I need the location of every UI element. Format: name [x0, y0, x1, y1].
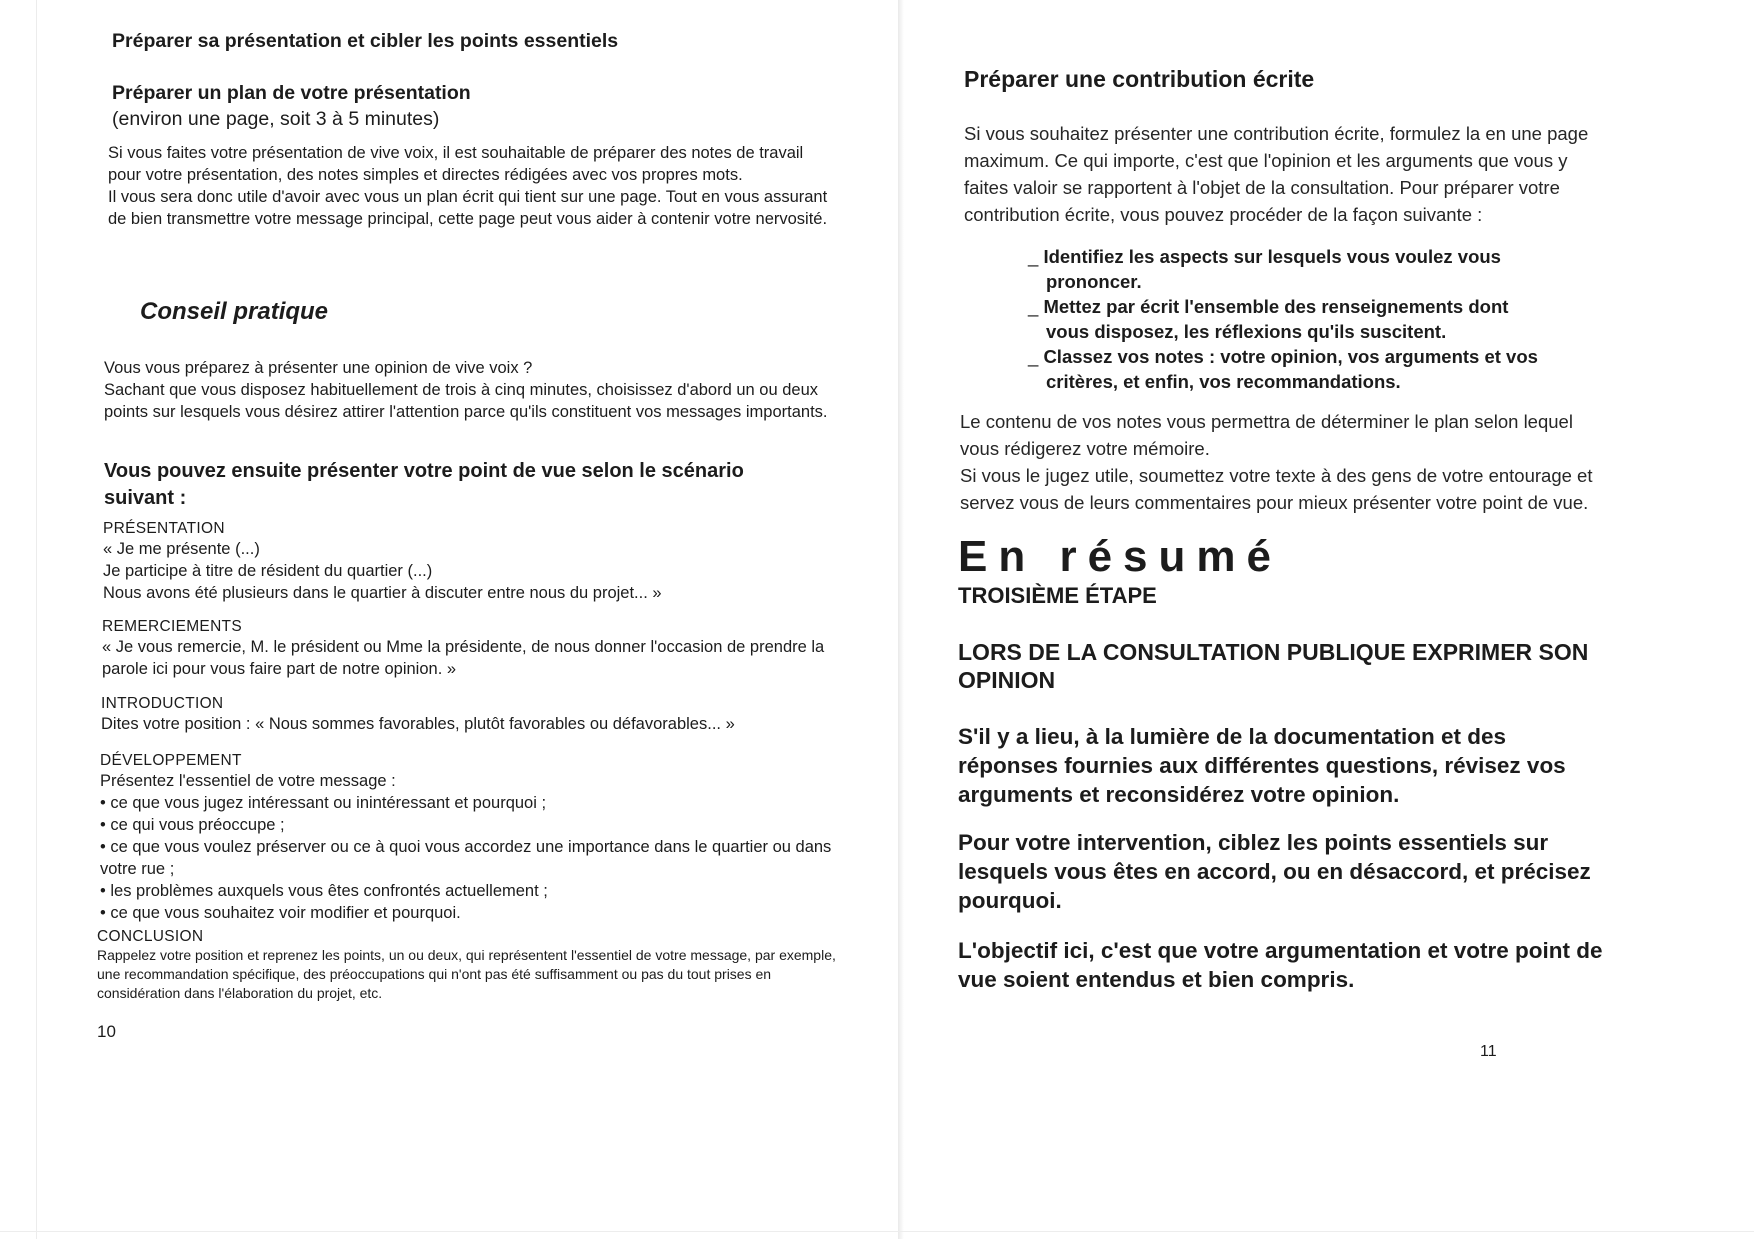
section-presentation [103, 520, 845, 604]
page-number: 10 [97, 1022, 116, 1041]
section-line: « Je me présente (...) [103, 540, 260, 558]
plan-title: Préparer un plan de votre présentation [112, 82, 471, 104]
list-item: • les problèmes auxquels vous êtes confrontés actuellement ; [100, 882, 548, 900]
section-heading: PRÉSENTATION [103, 520, 225, 537]
summary-para-1-block [958, 722, 1608, 809]
intro-block [108, 142, 838, 230]
section-line: Nous avons été plusieurs dans le quartier à discuter entre nous du projet... » [103, 584, 662, 602]
plan-subtitle: (environ une page, soit 3 à 5 minutes) [112, 108, 440, 130]
list-item: • ce que vous voulez préserver ou ce à quoi vous accordez une importance dans le quartier ou dans votre rue ; [100, 838, 832, 878]
list-item: _ Mettez par écrit l'ensemble des renseignements dont vous disposez, les réflexions qu'ils suscitent. [1028, 294, 1548, 344]
summary-heading: LORS DE LA CONSULTATION PUBLIQUE EXPRIMER SON OPINION [958, 639, 1589, 693]
list-item: • ce que vous souhaitez voir modifier et pourquoi. [100, 904, 461, 922]
left-title-block [112, 30, 842, 53]
notes-line-1: Le contenu de vos notes vous permettra de déterminer le plan selon lequel vous rédigerez votre mémoire. [960, 411, 1573, 459]
summary-step-block [958, 583, 1683, 609]
summary-para-2-block [958, 828, 1608, 915]
summary-title-block [958, 532, 1683, 582]
summary-step: TROISIÈME ÉTAPE [958, 583, 1157, 608]
section-line: « Je vous remercie, M. le président ou Mme la présidente, de nous donner l'occasion de prendre la parole ici pour vous faire part de notre opinion. » [102, 638, 825, 678]
list-item: • ce que vous jugez intéressant ou inintéressant et pourquoi ; [100, 794, 547, 812]
left-page-title: Préparer sa présentation et cibler les points essentiels [112, 30, 619, 52]
section-heading: INTRODUCTION [101, 695, 224, 712]
scenario-block [104, 458, 804, 512]
summary-para-3-block [958, 936, 1608, 994]
section-developpement [100, 752, 844, 924]
plan-block [112, 80, 842, 132]
section-introduction [101, 695, 843, 735]
tip-title: Conseil pratique [140, 298, 329, 325]
bullet-list [1028, 244, 1548, 394]
summary-paragraph-1: S'il y a lieu, à la lumière de la documentation et des réponses fournies aux différentes questions, révisez vos arguments et reconsidérez votre opinion. [958, 724, 1566, 807]
section-remerciements [102, 618, 844, 680]
contribution-title-block [964, 66, 1689, 93]
notes-block [960, 408, 1605, 516]
summary-paragraph-3: L'objectif ici, c'est que votre argumentation et votre point de vue soient entendus et bien compris. [958, 938, 1603, 992]
page-number: 11 [1480, 1043, 1497, 1060]
section-line: Présentez l'essentiel de votre message : [100, 772, 396, 790]
list-item: _ Classez vos notes : votre opinion, vos arguments et vos critères, et enfin, vos recommandations. [1028, 344, 1548, 394]
contribution-bullets [1028, 244, 1548, 394]
tip-line-1: Vous vous préparez à présenter une opinion de vive voix ? [104, 359, 533, 377]
contribution-intro: Si vous souhaitez présenter une contribution écrite, formulez la en une page maximum. Ce qui importe, c'est que l'opinion et les arguments que vous y faites valoir se rapportent à l'objet de la consultation. Pour préparer votre contribution écrite, vous pouvez procéder de la façon suivante : [964, 123, 1589, 225]
tip-block [104, 357, 834, 423]
section-heading: CONCLUSION [97, 928, 204, 945]
intro-paragraph-1: Si vous faites votre présentation de vive voix, il est souhaitable de préparer des notes de travail pour votre présentation, des notes simples et directes rédigées avec vos propres mots. [108, 144, 804, 184]
intro-paragraph-2: Il vous sera donc utile d'avoir avec vous un plan écrit qui tient sur une page. Tout en vous assurant de bien transmettre votre message principal, cette page peut vous aider à contenir votre nervosité. [108, 188, 828, 228]
section-line: Je participe à titre de résident du quartier (...) [103, 562, 433, 580]
right-page [900, 0, 1754, 1239]
tip-line-2: Sachant que vous disposez habituellement de trois à cinq minutes, choisissez d'abord un ou deux points sur lesquels vous désirez attirer l'attention parce qu'ils constituent vos messages importants. [104, 381, 828, 421]
left-page-number-block [97, 1022, 157, 1042]
summary-paragraph-2: Pour votre intervention, ciblez les points essentiels sur lesquels vous êtes en accord, ou en désaccord, et précisez pourquoi. [958, 830, 1591, 913]
section-line: Dites votre position : « Nous sommes favorables, plutôt favorables ou défavorables... » [101, 715, 735, 733]
section-conclusion [97, 928, 845, 1003]
notes-line-2: Si vous le jugez utile, soumettez votre texte à des gens de votre entourage et servez vous de leurs commentaires pour mieux présenter votre point de vue. [960, 465, 1593, 513]
scenario-title: Vous pouvez ensuite présenter votre point de vue selon le scénario suivant : [104, 460, 744, 509]
contribution-title: Préparer une contribution écrite [964, 66, 1315, 92]
right-page-number-block [1480, 1043, 1520, 1061]
summary-heading-block [958, 638, 1598, 694]
section-heading: DÉVELOPPEMENT [100, 752, 242, 769]
list-item: • ce qui vous préoccupe ; [100, 816, 285, 834]
contribution-intro-block [964, 120, 1604, 228]
list-item: _ Identifiez les aspects sur lesquels vous voulez vous prononcer. [1028, 244, 1548, 294]
summary-title: En résumé [958, 532, 1282, 581]
section-line: Rappelez votre position et reprenez les points, un ou deux, qui représentent l'essentiel de votre message, par exemple, une recommandation spécifique, des préoccupations qui n'ont pas été suffisamment ou pas du tout prises en considération dans l'élaboration du projet, etc. [97, 947, 836, 1001]
section-heading: REMERCIEMENTS [102, 618, 242, 635]
tip-title-block [140, 298, 870, 326]
